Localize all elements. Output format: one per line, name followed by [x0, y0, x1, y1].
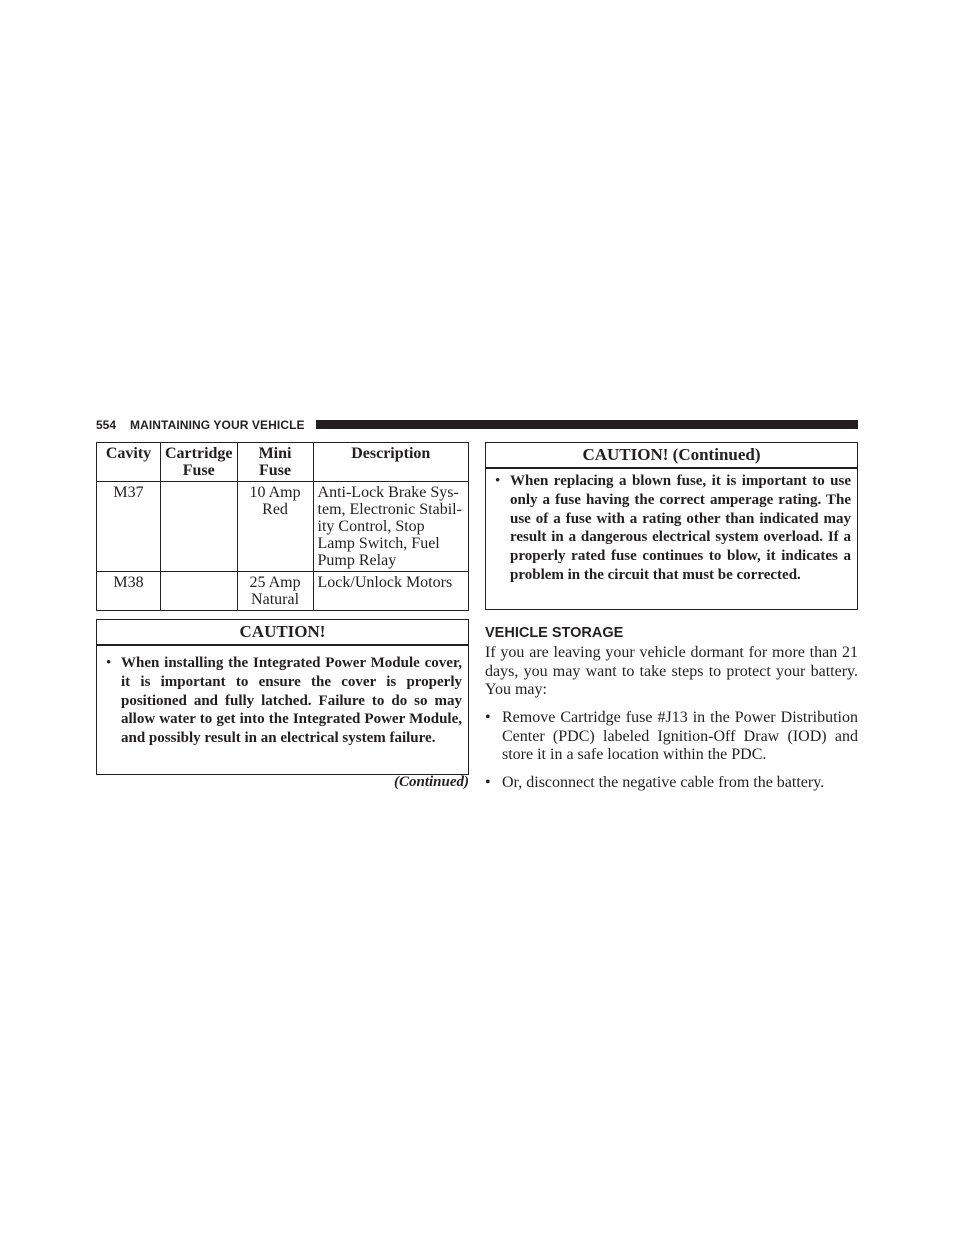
caution-continued-body [486, 469, 857, 585]
list-item-text: Remove Cartridge fuse #J13 in the Power Distribution Center (PDC) labeled Ignition-Off Draw (IOD) and store it in a safe location within the PDC. [502, 709, 858, 764]
vehicle-storage-heading: VEHICLE STORAGE [485, 625, 624, 641]
cell-mini: 25 Amp Natural [237, 572, 313, 611]
vehicle-storage-intro: If you are leaving your vehicle dormant for more than 21 days, you may want to take steps to protect your battery. You may: [485, 644, 858, 699]
table-row [97, 482, 469, 572]
caution-title: CAUTION! [97, 620, 468, 646]
caution-bullet-item [492, 472, 851, 585]
cell-cavity: M37 [97, 482, 161, 572]
header-cavity: Cavity [97, 443, 161, 482]
table-header-row [97, 443, 469, 482]
cell-cartridge [161, 572, 238, 611]
bullet-dot: • [106, 655, 112, 671]
fuse-table [96, 442, 469, 611]
page-number: 554 [96, 418, 117, 432]
cell-description: Lock/Unlock Motors [313, 572, 468, 611]
list-item [485, 774, 858, 793]
bullet-dot: • [485, 774, 491, 791]
header-mini-fuse: Mini Fuse [237, 443, 313, 482]
list-item-text: Or, disconnect the negative cable from the battery. [502, 774, 825, 791]
caution-box [96, 619, 469, 775]
cell-mini: 10 Amp Red [237, 482, 313, 572]
header-rule [316, 420, 858, 429]
cell-cavity: M38 [97, 572, 161, 611]
cell-cartridge [161, 482, 238, 572]
header-cartridge-fuse: Cartridge Fuse [161, 443, 238, 482]
caution-continued-title: CAUTION! (Continued) [486, 443, 857, 469]
caution-bullet-item [103, 654, 462, 748]
caution-continued-text: When replacing a blown fuse, it is important to use only a fuse having the correct amperage rating. The use of a fuse with a rating other than indicated may result in a dangerous electrical system overload. If a properly rated fuse continues to blow, it indicates a problem in the circuit that must be corrected. [510, 473, 851, 583]
caution-continued-box [485, 442, 858, 610]
bullet-dot: • [485, 709, 491, 726]
bullet-dot: • [495, 473, 501, 489]
caution-text: When installing the Integrated Power Module cover, it is important to ensure the cover is properly positioned and fully latched. Failure to do so may allow water to get into the Integrated Power Module, and possibly result in an electrical system failure. [121, 655, 462, 747]
section-title: MAINTAINING YOUR VEHICLE [130, 418, 305, 432]
page-header [96, 417, 858, 433]
cell-description: Anti-Lock Brake Sys- tem, Electronic Stabil- ity Control, Stop Lamp Switch, Fuel Pump Relay [313, 482, 468, 572]
table-row [97, 572, 469, 611]
caution-body [97, 646, 468, 748]
continued-label: (Continued) [393, 774, 469, 790]
list-item [485, 709, 858, 765]
header-description: Description [313, 443, 468, 482]
